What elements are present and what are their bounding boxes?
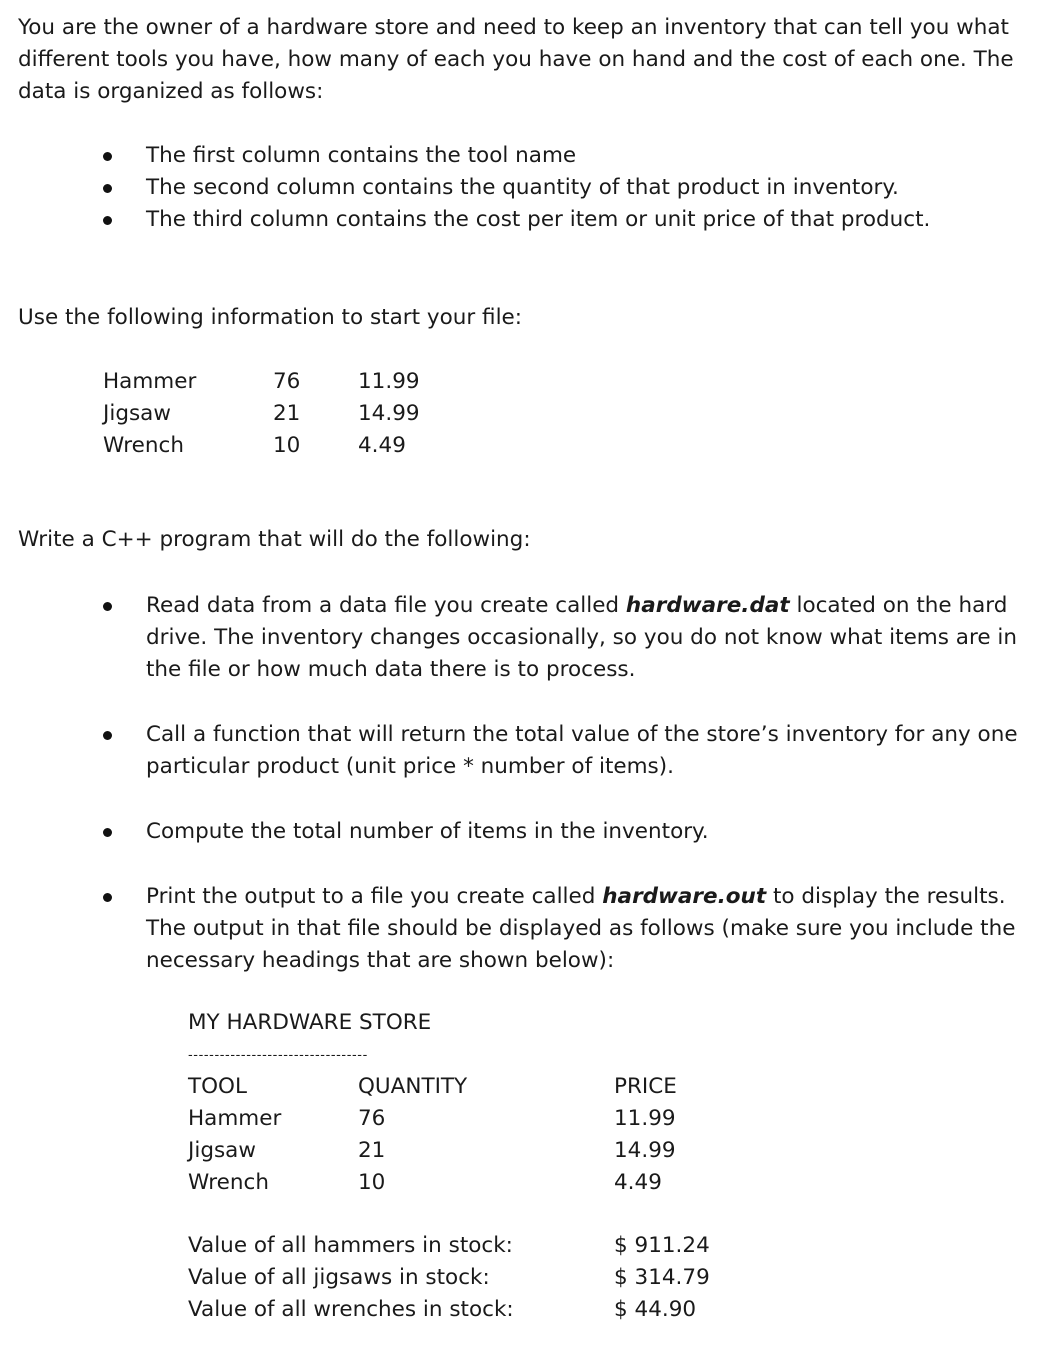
divider: ----------------------------------: [188, 1048, 368, 1063]
bullet-icon: [103, 893, 112, 902]
bullet-icon: [103, 602, 112, 611]
bullet-icon: [103, 828, 112, 837]
task-list: [0, 590, 1063, 977]
bullet-icon: [103, 731, 112, 740]
list-item: The third column contains the cost per item or unit price of that product.: [0, 204, 1026, 236]
bullet-icon: [103, 152, 112, 161]
assignment-page: You are the owner of a hardware store and need to keep an inventory that can tell you what different tools you have, how many of each you have on hand and the cost of each one. The data is organized as follows: The first column contains the tool name The second column contains the quantity of that product in inventory. The third column contains the cost per item or unit price of that product. Use the following information to start your file: Hammer 76 11.99 Jigsaw 21 14.99 Wrench 10 4.49 Write a C++ program that will do the following: Read data from a data file you create called hardware.dat located on the hard drive. The inventory changes occasionally, so you do not know what items are in the file or how much data there is to process. Call a function that will return the total value of the store’s inventory for any one particular product (unit price * number of items). Compute the total number of items in the inventory. Print the output to a file you create called hardware.out to display the results. The output in that file should be displayed as follows (make sure you include the necessary headings that are shown below): MY HARDWARE STORE ---------------------------------- TOOL QUANTITY PRICE Hammer 76 11.99 Jigsaw 21 14.99 Wrench 10 4.49 Value of all hammers in stock: $ 911.24 Value of all jigsaws in stock: $ 314.79 Value of all wrenches in stock: $ 44.90: [0, 0, 1063, 1350]
list-item: Compute the total number of items in the inventory.: [0, 816, 1026, 848]
bullet-icon: [103, 184, 112, 193]
output-file-name: hardware.out: [602, 884, 767, 909]
list-item: The first column contains the tool name: [0, 140, 1026, 172]
program-heading: Write a C++ program that will do the following:: [18, 527, 531, 552]
store-title: MY HARDWARE STORE: [188, 1010, 432, 1035]
list-item: The second column contains the quantity of that product in inventory.: [0, 172, 1026, 204]
data-file-name: hardware.dat: [625, 593, 790, 618]
organization-list: [0, 140, 1063, 236]
intro-text: You are the owner of a hardware store and need to keep an inventory that can tell you what different tools you have, how many of each you have on hand and the cost of each one. The data is organized as follows:: [18, 15, 1014, 104]
start-heading: Use the following information to start your file:: [18, 305, 523, 330]
bullet-icon: [103, 216, 112, 225]
intro-paragraph: [18, 12, 1028, 108]
list-item: Read data from a data file you create called hardware.dat located on the hard drive. The inventory changes occasionally, so you do not know what items are in the file or how much data there is to process.: [0, 590, 1026, 686]
list-item: Call a function that will return the total value of the store’s inventory for any one particular product (unit price * number of items).: [0, 719, 1026, 783]
list-item: Print the output to a file you create called hardware.out to display the results. The output in that file should be displayed as follows (make sure you include the necessary headings that are shown below):: [0, 881, 1026, 977]
